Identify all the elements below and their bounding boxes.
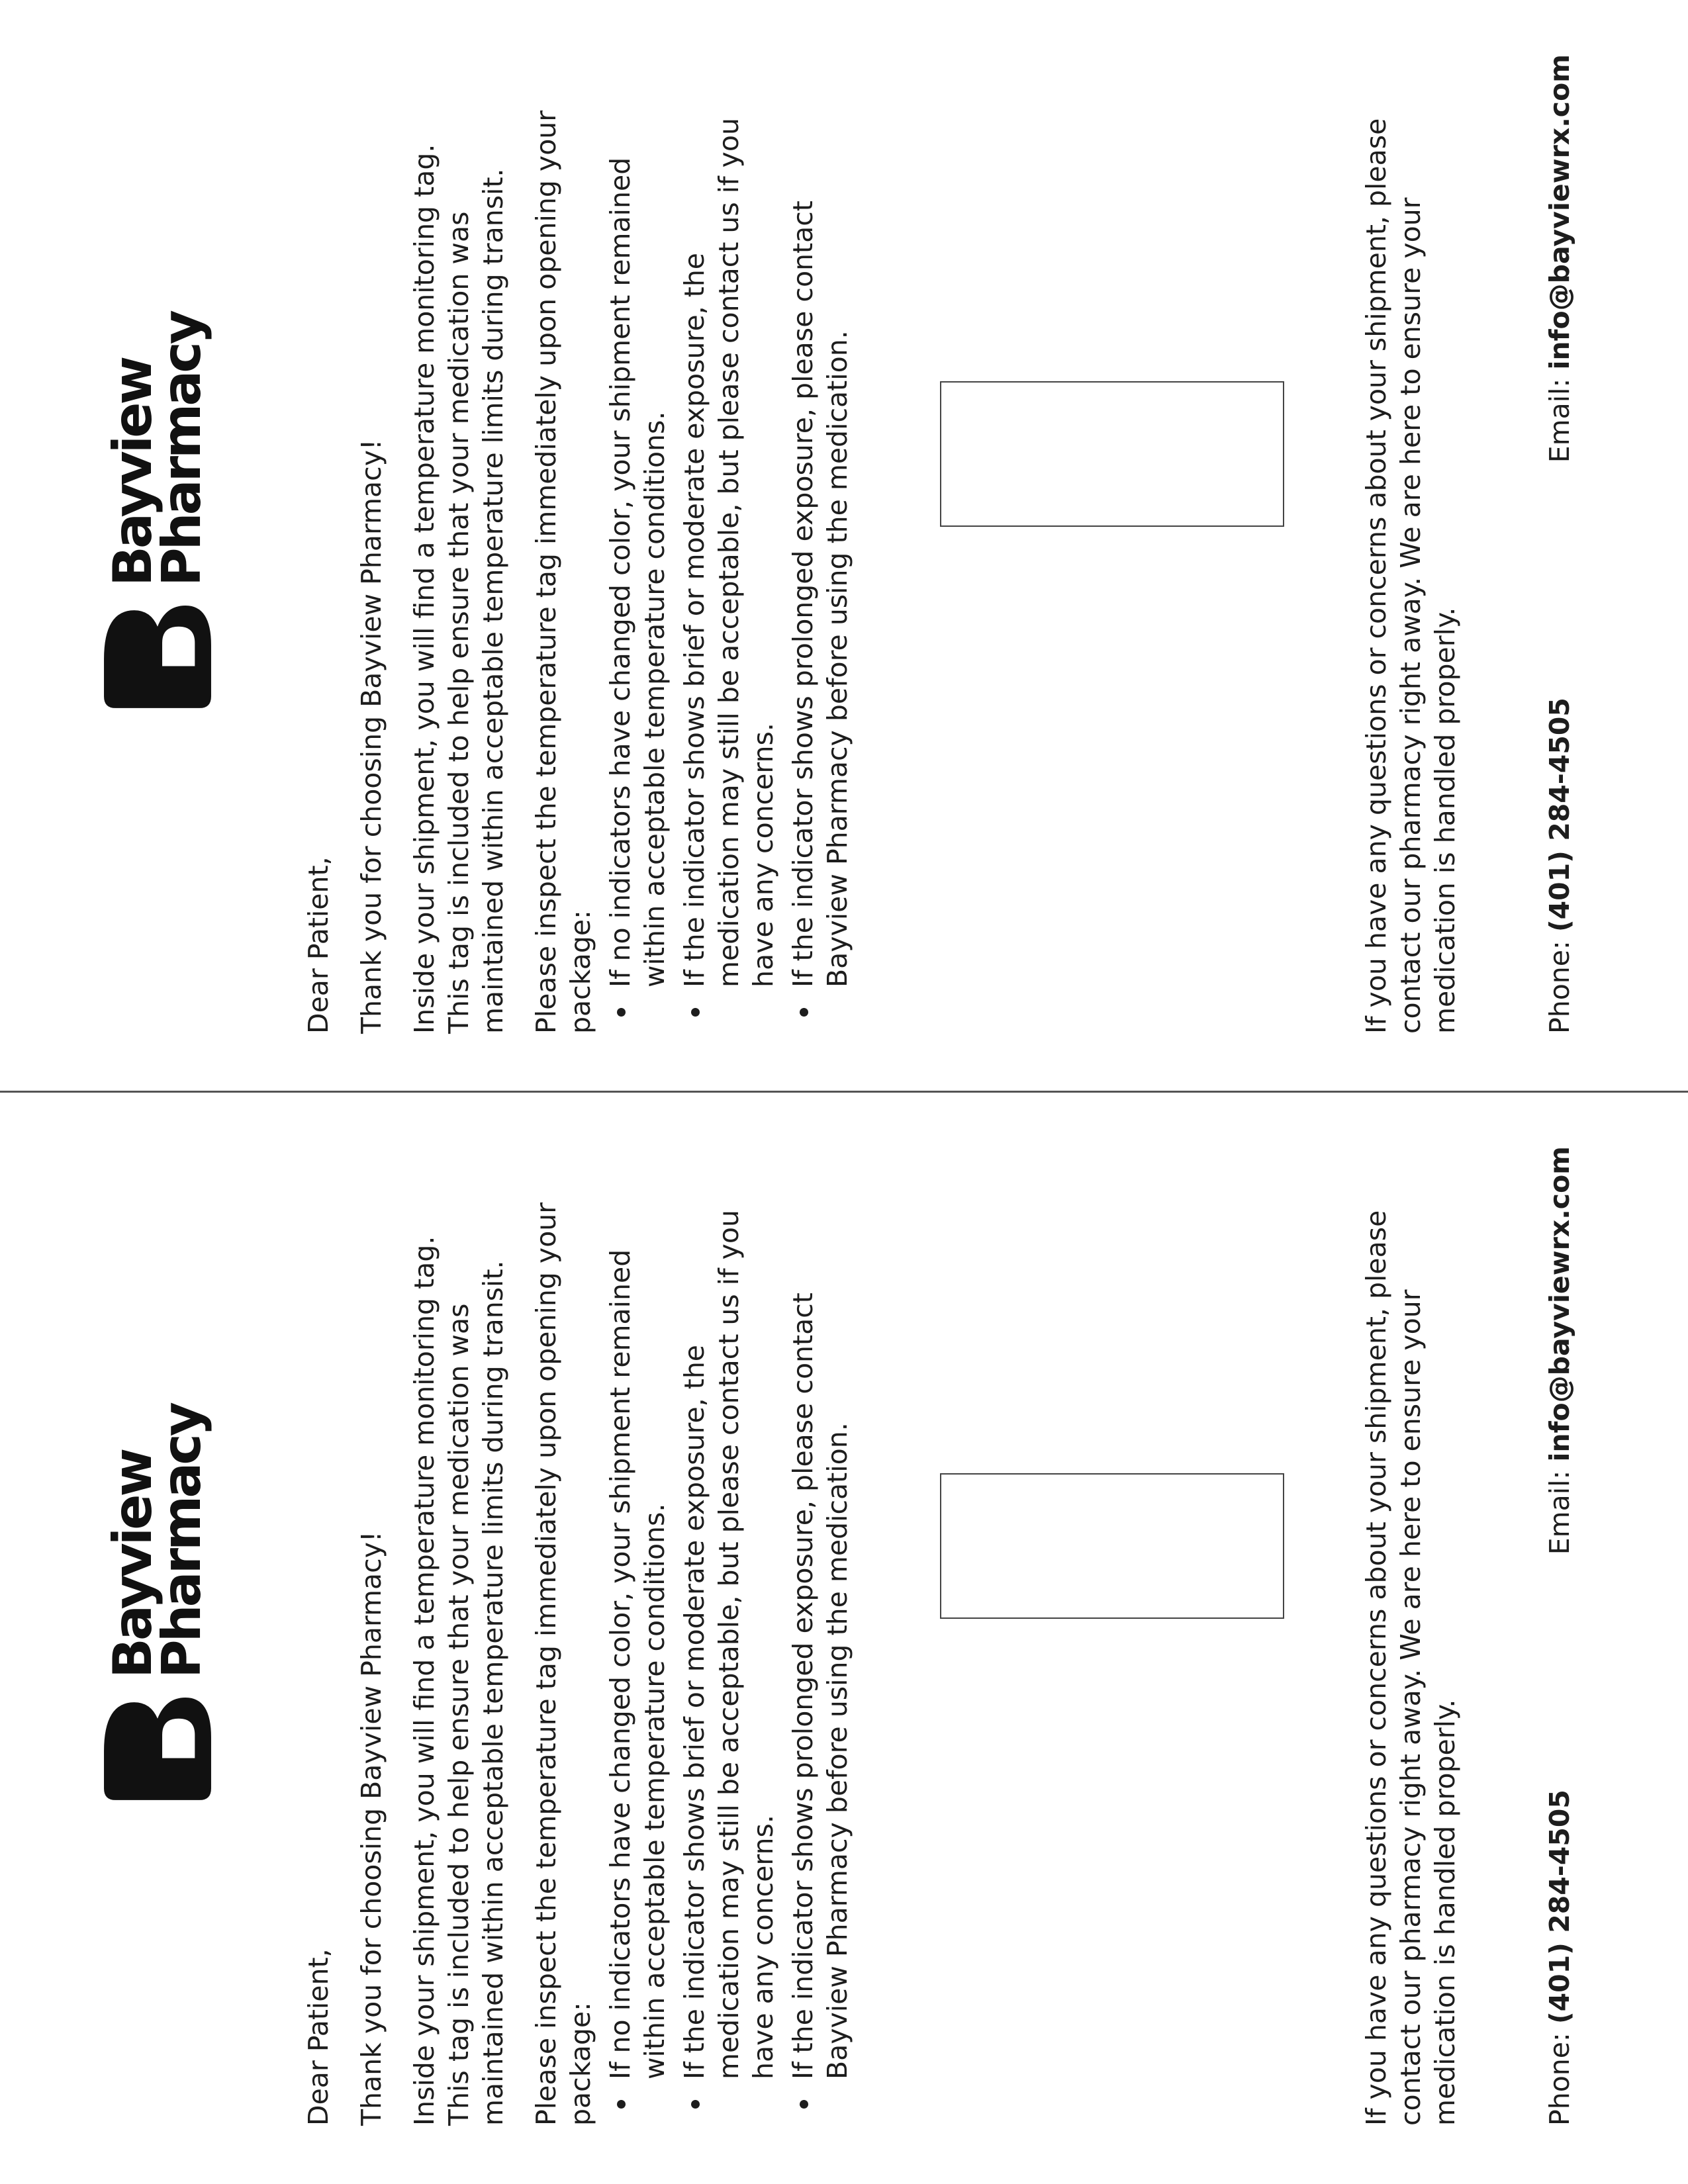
phone-contact bbox=[1542, 1790, 1577, 2126]
insert-card-bottom bbox=[0, 1092, 1688, 2184]
phone-number[interactable]: (401) 284-4505 bbox=[1544, 698, 1575, 933]
logo-wordmark bbox=[102, 1404, 212, 1678]
indicator-list bbox=[603, 1186, 855, 2126]
closing-paragraph bbox=[1359, 94, 1462, 1034]
email-address[interactable]: info@bayviewrx.com bbox=[1544, 54, 1575, 370]
list-item: • If the indicator shows prolonged exposure, please contact Bayview Pharmacy before using the medication. bbox=[786, 1186, 855, 2087]
list-item: • If no indicators have changed color, your shipment remained within acceptable temperature conditions. bbox=[603, 1186, 672, 2087]
bayview-logo bbox=[99, 312, 216, 717]
list-item: • If the indicator shows brief or moderate exposure, the medication may still be acceptable, but please contact us if you have any concerns. bbox=[677, 1186, 780, 2087]
closing-paragraph bbox=[1359, 1186, 1462, 2126]
closing-text: If you have any questions or concerns about your shipment, please contact our pharmacy right away. We are here to ensure your medication is handled properly. bbox=[1360, 1210, 1461, 2126]
logo-line-1: Bayview bbox=[102, 1450, 164, 1678]
logo-line-1: Bayview bbox=[102, 358, 164, 586]
inspect-paragraph: Please inspect the temperature tag immediately upon opening your package: bbox=[530, 110, 596, 1034]
email-label: Email: bbox=[1544, 1461, 1575, 1555]
phone-label: Phone: bbox=[1544, 2024, 1575, 2126]
salutation: Dear Patient, bbox=[303, 1948, 334, 2126]
letter-body bbox=[301, 94, 860, 1034]
salutation: Dear Patient, bbox=[303, 856, 334, 1034]
inspect-paragraph: Please inspect the temperature tag immediately upon opening your package: bbox=[530, 1202, 596, 2126]
list-item: • If no indicators have changed color, your shipment remained within acceptable temperature conditions. bbox=[603, 94, 672, 995]
bayview-b-logo-icon bbox=[99, 1693, 216, 1809]
logo-line-2: Pharmacy bbox=[151, 1404, 212, 1678]
email-address[interactable]: info@bayviewrx.com bbox=[1544, 1146, 1575, 1462]
list-item: • If the indicator shows prolonged exposure, please contact Bayview Pharmacy before using the medication. bbox=[786, 94, 855, 995]
phone-label: Phone: bbox=[1544, 932, 1575, 1034]
phone-contact bbox=[1542, 698, 1577, 1034]
phone-number[interactable]: (401) 284-4505 bbox=[1544, 1790, 1575, 2025]
contact-info bbox=[1542, 54, 1577, 1034]
indicator-list bbox=[603, 94, 855, 1034]
logo-line-2: Pharmacy bbox=[151, 312, 212, 586]
email-contact bbox=[1542, 1146, 1577, 1555]
email-contact bbox=[1542, 54, 1577, 463]
email-label: Email: bbox=[1544, 369, 1575, 463]
temperature-tag-placeholder bbox=[940, 381, 1284, 527]
intro-paragraph: Inside your shipment, you will find a temperature monitoring tag. This tag is included to help ensure that your medication was maintained within acceptable temperature limits during transit. bbox=[408, 144, 509, 1034]
thanks-line: Thank you for choosing Bayview Pharmacy! bbox=[355, 439, 387, 1034]
letter-body bbox=[301, 1186, 860, 2126]
bayview-b-logo-icon bbox=[99, 601, 216, 717]
list-item: • If the indicator shows brief or moderate exposure, the medication may still be acceptable, but please contact us if you have any concerns. bbox=[677, 94, 780, 995]
logo-wordmark bbox=[102, 312, 212, 586]
contact-info bbox=[1542, 1146, 1577, 2126]
closing-text: If you have any questions or concerns about your shipment, please contact our pharmacy right away. We are here to ensure your medication is handled properly. bbox=[1360, 118, 1461, 1034]
intro-paragraph: Inside your shipment, you will find a temperature monitoring tag. This tag is included to help ensure that your medication was maintained within acceptable temperature limits during transit. bbox=[408, 1236, 509, 2126]
bayview-logo bbox=[99, 1404, 216, 1809]
thanks-line: Thank you for choosing Bayview Pharmacy! bbox=[355, 1531, 387, 2126]
temperature-tag-placeholder bbox=[940, 1473, 1284, 1619]
